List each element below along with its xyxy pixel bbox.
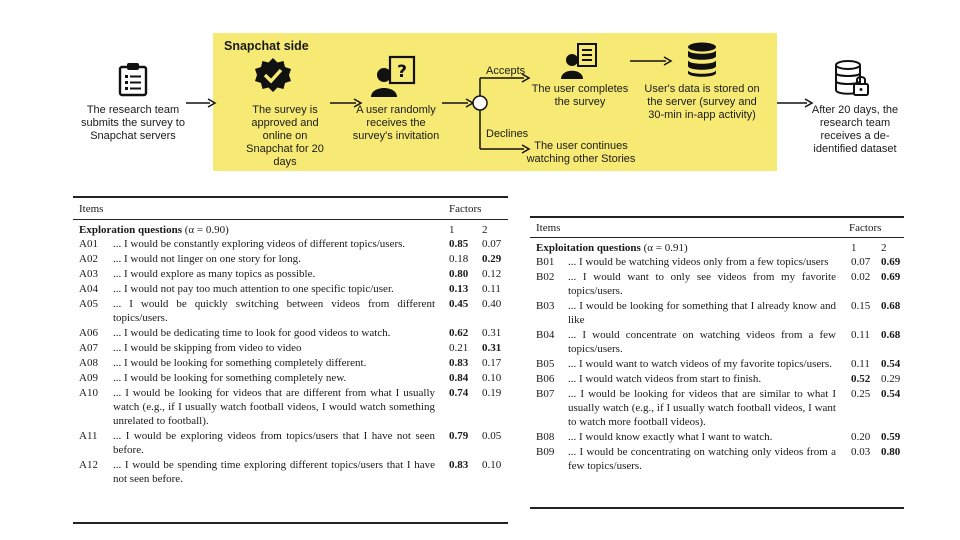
factor-2-loading: 0.19 [482, 387, 502, 399]
factor-1-loading: 0.84 [449, 372, 469, 384]
database-icon [686, 42, 718, 78]
item-text: ... I would want to watch videos of my favorite topics/users. [568, 358, 832, 370]
item-code: B05 [536, 358, 555, 370]
table-left-top-rule [73, 196, 508, 198]
flow-arrow [630, 56, 672, 66]
item-code: B09 [536, 446, 555, 458]
table-right-bottom-rule [530, 507, 904, 509]
item-text: ... I would know exactly what I want to watch. [568, 431, 773, 443]
item-text: ... I would be looking for something completely different. [113, 357, 367, 369]
factor-2-loading: 0.31 [482, 342, 502, 354]
section-alpha: (α = 0.90) [184, 224, 229, 236]
item-text: ... I would not linger on one story for long. [113, 253, 301, 265]
table-right-header-rule [530, 237, 904, 238]
table-right-top-rule [530, 216, 904, 218]
factor-2-loading: 0.05 [482, 430, 502, 442]
item-text: ... I would be looking for videos that are different from what I usually watch (e.g., if I usually watch football videos, I would watch something unrelated to football). [113, 387, 435, 427]
step-research-submits: The research team submits the survey to Snapchat servers [81, 104, 185, 142]
table-left-factor-1-label: 1 [449, 224, 455, 236]
factor-1-loading: 0.11 [851, 358, 870, 370]
user-survey-icon [560, 42, 600, 80]
item-code: A11 [79, 430, 98, 442]
item-text: ... I would be dedicating time to look for good videos to watch. [113, 327, 391, 339]
factor-2-loading: 0.12 [482, 268, 502, 280]
item-code: B01 [536, 256, 555, 268]
item-text: ... I would watch videos from start to finish. [568, 373, 762, 385]
section-title-text: Exploration questions [79, 224, 182, 236]
factor-2-loading: 0.80 [881, 446, 901, 458]
table-right-header-items: Items [536, 222, 561, 234]
item-code: A12 [79, 459, 98, 471]
table-right-section-title [536, 241, 688, 255]
item-code: B04 [536, 329, 555, 341]
step-data-stored: User's data is stored on the server (survey and 30-min in-app activity) [644, 83, 760, 121]
table-left-header-items: Items [79, 203, 104, 215]
item-text: ... I would be looking for something that I already know and like [568, 300, 836, 326]
item-text: ... I would explore as many topics as possible. [113, 268, 316, 280]
factor-2-loading: 0.69 [881, 271, 901, 283]
factor-2-loading: 0.07 [482, 238, 502, 250]
item-code: B07 [536, 388, 555, 400]
factor-1-loading: 0.83 [449, 459, 469, 471]
factor-1-loading: 0.83 [449, 357, 469, 369]
item-text: ... I would be looking for videos that are similar to what I usually watch (e.g., if I usually watch football videos, I want to watch more football videos). [568, 388, 836, 428]
item-text: ... I would be constantly exploring videos of different topics/users. [113, 238, 406, 250]
table-right-factor-2-label: 2 [881, 242, 887, 254]
item-code: A02 [79, 253, 98, 265]
factor-2-loading: 0.10 [482, 372, 502, 384]
database-lock-icon [834, 60, 874, 98]
item-text: ... I would be watching videos only from a few topics/users [568, 256, 829, 268]
item-text: ... I would be quickly switching between videos from different topics/users. [113, 298, 435, 324]
table-right-header-factors: Factors [849, 222, 882, 234]
snapchat-side-title: Snapchat side [224, 39, 309, 53]
item-text: ... I would want to only see videos from my favorite topics/users. [568, 271, 836, 297]
factor-1-loading: 0.02 [851, 271, 871, 283]
factor-1-loading: 0.85 [449, 238, 469, 250]
user-question-icon [370, 55, 418, 99]
factor-1-loading: 0.13 [449, 283, 469, 295]
table-left-header-rule [73, 219, 508, 220]
factor-2-loading: 0.40 [482, 298, 502, 310]
factor-1-loading: 0.62 [449, 327, 469, 339]
factor-2-loading: 0.54 [881, 358, 901, 370]
factor-1-loading: 0.03 [851, 446, 871, 458]
factor-2-loading: 0.68 [881, 300, 901, 312]
table-left-factor-2-label: 2 [482, 224, 488, 236]
factor-1-loading: 0.11 [851, 329, 870, 341]
item-text: ... I would be spending time exploring different topics/users that I have not seen before. [113, 459, 435, 485]
factor-1-loading: 0.21 [449, 342, 469, 354]
table-left-bottom-rule [73, 522, 508, 524]
item-code: A08 [79, 357, 98, 369]
factor-2-loading: 0.17 [482, 357, 502, 369]
item-code: A10 [79, 387, 98, 399]
factor-2-loading: 0.54 [881, 388, 901, 400]
item-text: ... I would concentrate on watching videos from a few topics/users. [568, 329, 836, 355]
clipboard-icon [118, 62, 148, 96]
item-code: A05 [79, 298, 98, 310]
factor-2-loading: 0.59 [881, 431, 901, 443]
item-code: A01 [79, 238, 98, 250]
table-left-header-factors: Factors [449, 203, 482, 215]
step-user-receives-invitation: A user randomly receives the survey's invitation [352, 104, 440, 142]
factor-1-loading: 0.20 [851, 431, 871, 443]
factor-2-loading: 0.31 [482, 327, 502, 339]
svg-text:?: ? [397, 62, 407, 82]
item-text: ... I would be looking for something completely new. [113, 372, 347, 384]
item-text: ... I would be exploring videos from topics/users that I have not seen before. [113, 430, 435, 456]
accepts-label: Accepts [486, 65, 526, 77]
factor-2-loading: 0.68 [881, 329, 901, 341]
table-left-section-title [79, 223, 229, 237]
factor-1-loading: 0.18 [449, 253, 469, 265]
item-code: B08 [536, 431, 555, 443]
factor-1-loading: 0.15 [851, 300, 871, 312]
factor-2-loading: 0.29 [881, 373, 901, 385]
factor-2-loading: 0.69 [881, 256, 901, 268]
factor-1-loading: 0.07 [851, 256, 871, 268]
item-code: A04 [79, 283, 98, 295]
factor-1-loading: 0.52 [851, 373, 871, 385]
flow-arrow [442, 98, 474, 108]
item-code: A03 [79, 268, 98, 280]
factor-1-loading: 0.25 [851, 388, 871, 400]
step-survey-approved: The survey is approved and online on Snapchat for 20 days [246, 104, 324, 168]
item-text: ... I would not pay too much attention to one specific topic/user. [113, 283, 394, 295]
factor-2-loading: 0.29 [482, 253, 502, 265]
factor-1-loading: 0.74 [449, 387, 469, 399]
step-user-continues: The user continues watching other Stories [526, 140, 636, 165]
item-code: B02 [536, 271, 555, 283]
step-user-completes: The user completes the survey [531, 83, 629, 108]
factor-1-loading: 0.80 [449, 268, 469, 280]
factor-1-loading: 0.45 [449, 298, 469, 310]
section-title-text: Exploitation questions [536, 242, 641, 254]
factor-2-loading: 0.10 [482, 459, 502, 471]
verified-badge-icon [254, 57, 292, 95]
table-right-factor-1-label: 1 [851, 242, 857, 254]
flow-arrow [186, 98, 216, 108]
factor-2-loading: 0.11 [482, 283, 501, 295]
item-code: B06 [536, 373, 555, 385]
item-code: A06 [79, 327, 98, 339]
declines-label: Declines [486, 128, 529, 140]
factor-1-loading: 0.79 [449, 430, 469, 442]
item-text: ... I would be concentrating on watching only videos from a few topics/users. [568, 446, 836, 472]
item-code: A07 [79, 342, 98, 354]
item-text: ... I would be skipping from video to video [113, 342, 302, 354]
step-receives-dataset: After 20 days, the research team receives a de-identified dataset [811, 104, 899, 155]
section-alpha: (α = 0.91) [643, 242, 688, 254]
item-code: B03 [536, 300, 555, 312]
item-code: A09 [79, 372, 98, 384]
